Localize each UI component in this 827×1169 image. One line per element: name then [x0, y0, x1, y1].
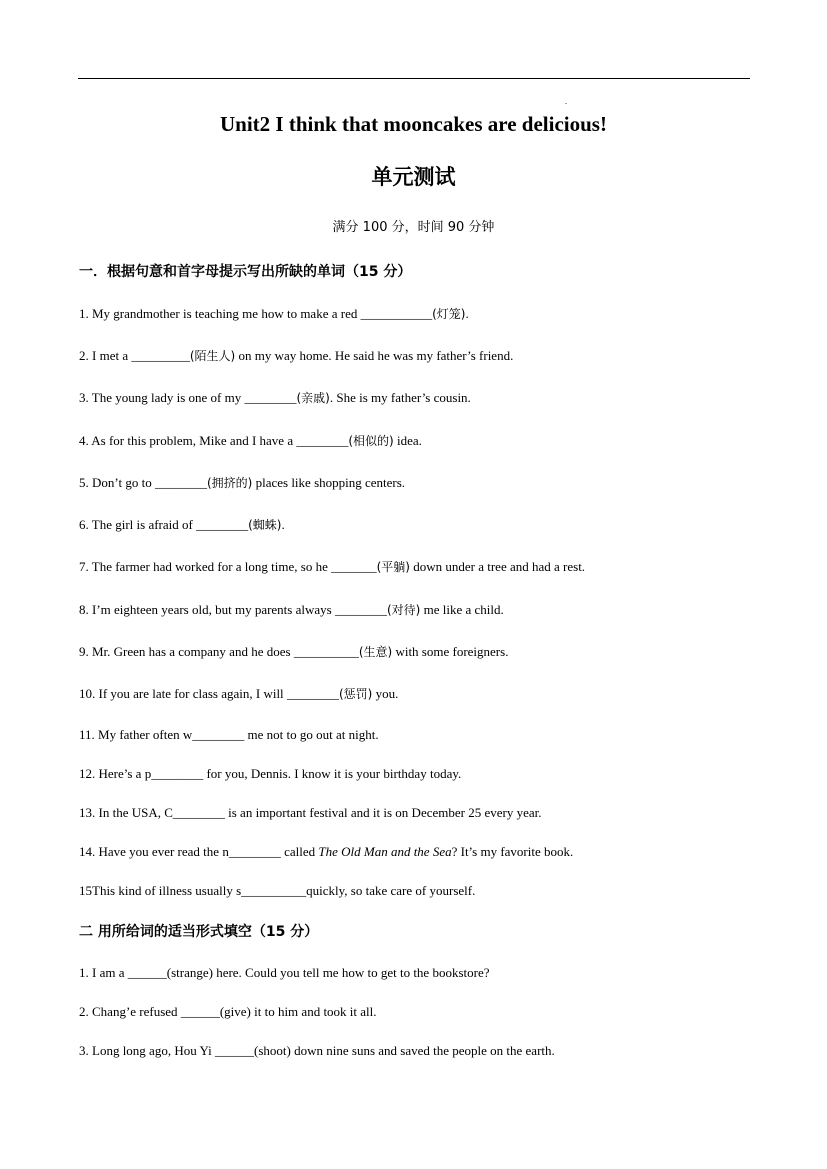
initial-letter: C [164, 805, 173, 820]
answer-blank: _______ [331, 559, 377, 574]
answer-blank: ________ [192, 727, 245, 742]
question-item: 6. The girl is afraid of ________(蜘蛛). [79, 517, 285, 532]
answer-blank: ________ [296, 433, 349, 448]
question-item: 1. I am a ______(strange) here. Could you tell me how to get to the bookstore? [79, 965, 490, 980]
answer-blank: ________ [334, 602, 387, 617]
answer-blank: ________ [172, 805, 225, 820]
answer-blank: ______ [127, 965, 167, 980]
question-item: 2. I met a _________(陌生人) on my way home. He said he was my father’s friend. [79, 348, 514, 363]
question-item: 12. Here’s a p________ for you, Dennis. I know it is your birthday today. [79, 766, 462, 781]
initial-letter: n [222, 844, 229, 859]
question-item: 14. Have you ever read the n________ called The Old Man and the Sea? It’s my favorite book. [79, 844, 574, 859]
question-item: 13. In the USA, C________ is an important festival and it is on December 25 every year. [79, 805, 542, 820]
answer-blank: ________ [286, 686, 339, 701]
document-title: Unit2 I think that mooncakes are delicious! [220, 112, 607, 136]
question-item: 8. I’m eighteen years old, but my parents always ________(对待) me like a child. [79, 602, 504, 617]
question-item: 1. My grandmother is teaching me how to make a red ___________(灯笼). [79, 306, 469, 321]
question-item: 5. Don’t go to ________(拥挤的) places like shopping centers. [79, 475, 406, 490]
book-title: The Old Man and the Sea [318, 844, 452, 859]
top-rule [78, 78, 750, 79]
question-item: 3. Long long ago, Hou Yi ______(shoot) down nine suns and saved the people on the earth. [79, 1043, 555, 1058]
answer-blank: _________ [131, 348, 190, 363]
question-item: 3. The young lady is one of my ________(亲戚). She is my father’s cousin. [79, 390, 471, 405]
section1-heading: 一．根据句意和首字母提示写出所缺的单词（15 分） [79, 264, 412, 280]
question-item: 4. As for this problem, Mike and I have a ________(相似的) idea. [79, 433, 422, 448]
answer-blank: ________ [244, 390, 297, 405]
question-item: 15This kind of illness usually s__________quickly, so take care of yourself. [79, 883, 476, 898]
answer-blank: __________ [241, 883, 307, 898]
answer-blank: ______ [215, 1043, 255, 1058]
answer-blank: __________ [293, 644, 359, 659]
answer-blank: ________ [196, 517, 249, 532]
document-subtitle: 单元测试 [371, 165, 456, 189]
section2-heading: 二 用所给词的适当形式填空（15 分） [79, 924, 319, 940]
answer-blank: ________ [154, 475, 207, 490]
question-item: 10. If you are late for class again, I will ________(惩罚) you. [79, 686, 399, 701]
answer-blank: ________ [151, 766, 204, 781]
score-note: 满分 100 分，时间 90 分钟 [332, 220, 495, 235]
question-item: 7. The farmer had worked for a long time, so he _______(平躺) down under a tree and had a rest. [79, 559, 586, 574]
initial-letter: p [144, 766, 152, 781]
answer-blank: ______ [180, 1004, 220, 1019]
question-item: 2. Chang’e refused ______(give) it to him and took it all. [79, 1004, 377, 1019]
dot-mark: . [565, 97, 567, 106]
initial-letter: s [236, 883, 242, 898]
question-item: 9. Mr. Green has a company and he does __________(生意) with some foreigners. [79, 644, 509, 659]
initial-letter: w [182, 727, 193, 742]
answer-blank: ___________ [360, 306, 433, 321]
question-item: 11. My father often w________ me not to go out at night. [79, 727, 379, 742]
answer-blank: ________ [228, 844, 281, 859]
